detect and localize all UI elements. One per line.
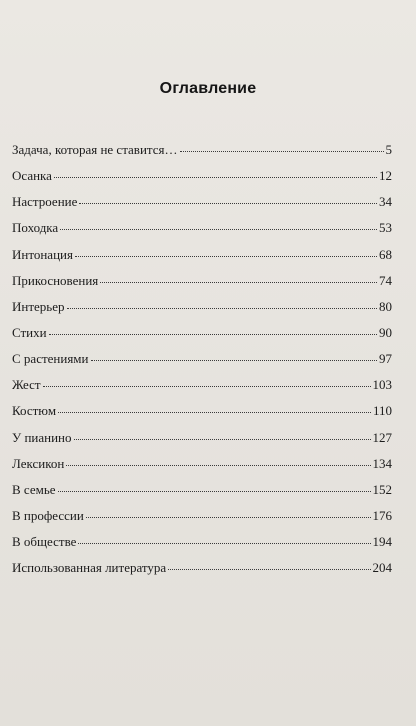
toc-entry bbox=[12, 168, 392, 194]
dot-leader bbox=[43, 386, 371, 387]
toc-entry-page: 12 bbox=[379, 168, 392, 184]
toc-entry-page: 53 bbox=[379, 220, 392, 236]
dot-leader bbox=[75, 256, 377, 257]
dot-leader bbox=[79, 203, 377, 204]
dot-leader bbox=[168, 569, 370, 570]
toc-entry bbox=[12, 508, 392, 534]
toc-entry-label: У пианино bbox=[12, 429, 72, 445]
dot-leader bbox=[91, 360, 378, 361]
toc-entry-label: Лексикон bbox=[12, 455, 65, 471]
toc-entry bbox=[12, 403, 392, 429]
toc-entry-label: Использованная литература bbox=[12, 560, 167, 576]
toc-entry bbox=[12, 456, 392, 482]
toc-entry bbox=[12, 534, 392, 560]
toc-entry-label: В семье bbox=[12, 481, 56, 497]
dot-leader bbox=[180, 151, 384, 152]
toc-entry bbox=[12, 299, 392, 325]
toc-entry-label: Жест bbox=[12, 377, 41, 393]
toc-entry-label: Осанка bbox=[12, 168, 52, 184]
toc-entry-page: 194 bbox=[372, 534, 392, 550]
dot-leader bbox=[86, 517, 371, 518]
toc-entry-page: 176 bbox=[372, 507, 392, 523]
toc-entry bbox=[12, 325, 392, 351]
toc-entry bbox=[12, 377, 392, 403]
dot-leader bbox=[67, 308, 378, 309]
table-of-contents bbox=[12, 142, 392, 586]
toc-entry-label: Интонация bbox=[12, 246, 73, 262]
toc-entry bbox=[12, 273, 392, 299]
toc-entry-page: 74 bbox=[379, 272, 392, 288]
toc-entry-label: Прикосновения bbox=[12, 272, 99, 288]
toc-entry bbox=[12, 220, 392, 246]
toc-entry-page: 110 bbox=[372, 403, 392, 419]
toc-entry-label: Задача, которая не ставится… bbox=[12, 142, 178, 157]
toc-entry bbox=[12, 142, 392, 168]
toc-entry bbox=[12, 351, 392, 377]
toc-entry-label: Интерьер bbox=[12, 298, 65, 314]
toc-entry-label: Настроение bbox=[12, 194, 78, 210]
toc-entry-page: 80 bbox=[379, 298, 392, 314]
page-title: Оглавление bbox=[159, 80, 257, 97]
toc-entry-label: С растениями bbox=[12, 351, 89, 367]
dot-leader bbox=[78, 543, 370, 544]
toc-entry-page: 134 bbox=[372, 455, 392, 471]
toc-entry-label: В профессии bbox=[12, 507, 84, 523]
toc-entry-page: 152 bbox=[372, 481, 392, 497]
toc-entry-page: 97 bbox=[379, 351, 392, 367]
toc-entry-page: 34 bbox=[379, 194, 392, 210]
toc-entry-page: 90 bbox=[379, 324, 392, 340]
toc-entry bbox=[12, 482, 392, 508]
dot-leader bbox=[54, 177, 377, 178]
dot-leader bbox=[49, 334, 377, 335]
toc-entry-page: 204 bbox=[372, 560, 392, 576]
dot-leader bbox=[100, 282, 377, 283]
toc-entry-page: 5 bbox=[385, 142, 392, 157]
dot-leader bbox=[58, 491, 371, 492]
dot-leader bbox=[74, 439, 371, 440]
dot-leader bbox=[60, 229, 377, 230]
dot-leader bbox=[66, 465, 370, 466]
dot-leader bbox=[58, 412, 371, 413]
toc-entry-page: 103 bbox=[372, 377, 392, 393]
toc-entry-label: Костюм bbox=[12, 403, 57, 419]
toc-entry-label: В обществе bbox=[12, 534, 77, 550]
toc-entry bbox=[12, 430, 392, 456]
toc-entry bbox=[12, 194, 392, 220]
toc-entry bbox=[12, 247, 392, 273]
toc-entry-page: 68 bbox=[379, 246, 392, 262]
toc-entry-label: Стихи bbox=[12, 324, 47, 340]
toc-entry-label: Походка bbox=[12, 220, 59, 236]
toc-entry bbox=[12, 560, 392, 586]
toc-entry-page: 127 bbox=[372, 429, 392, 445]
